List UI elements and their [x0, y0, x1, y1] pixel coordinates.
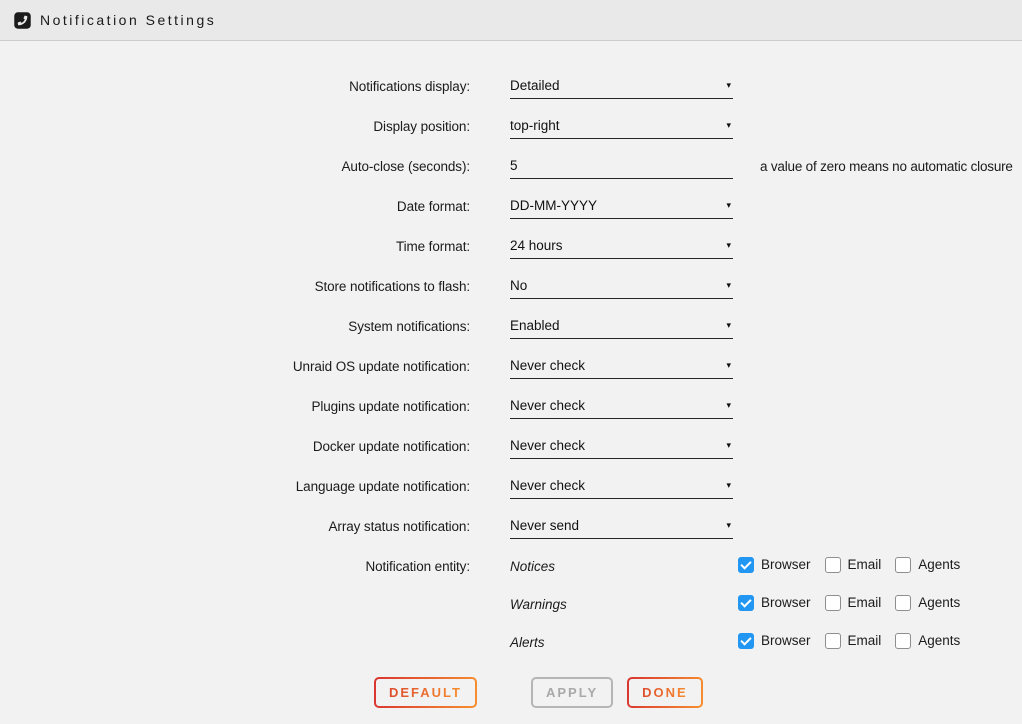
alerts-agents-checkbox[interactable]	[895, 633, 911, 649]
entity-row-warnings	[0, 596, 1022, 634]
alerts-email-option	[825, 633, 882, 649]
field-label: Notification entity:	[365, 559, 470, 574]
alerts-browser-option	[738, 633, 811, 649]
settings-rows	[0, 78, 1022, 558]
settings-row-unraid-os-update-notification	[0, 358, 1022, 398]
checkbox-label: Agents	[918, 595, 961, 610]
select-value: Enabled	[510, 318, 560, 333]
notices-agents-checkbox[interactable]	[895, 557, 911, 573]
settings-row-store-notifications-to-flash	[0, 278, 1022, 318]
checkbox-label: Agents	[918, 633, 961, 648]
field-label: Array status notification:	[328, 519, 470, 534]
auto-close-seconds-input[interactable]	[510, 158, 733, 174]
apply-button[interactable]	[531, 677, 613, 708]
entity-name: Warnings	[510, 597, 567, 612]
system-notifications-select[interactable]	[510, 318, 733, 339]
notices-browser-checkbox[interactable]	[738, 557, 754, 573]
chevron-down-icon: ▾	[726, 440, 731, 450]
display-position-select[interactable]	[510, 118, 733, 139]
entity-row-alerts	[0, 634, 1022, 672]
chevron-down-icon: ▾	[726, 480, 731, 490]
field-label: Docker update notification:	[312, 439, 470, 454]
store-notifications-to-flash-select[interactable]	[510, 278, 733, 299]
notices-email-option	[825, 557, 882, 573]
field-label: Language update notification:	[295, 479, 470, 494]
button-label: DEFAULT	[389, 685, 462, 700]
chevron-down-icon: ▾	[726, 280, 731, 290]
field-label: Unraid OS update notification:	[292, 359, 470, 374]
warnings-agents-option	[895, 595, 960, 611]
phone-square-icon	[14, 12, 31, 29]
select-value: Never check	[510, 478, 586, 493]
field-label: Display position:	[373, 119, 470, 134]
notification-entity-rows	[0, 558, 1022, 672]
language-update-notification-select[interactable]	[510, 478, 733, 499]
default-button[interactable]	[374, 677, 477, 708]
button-label: DONE	[642, 685, 688, 700]
form-buttons	[374, 677, 1022, 708]
docker-update-notification-select[interactable]	[510, 438, 733, 459]
chevron-down-icon: ▾	[726, 320, 731, 330]
alerts-browser-checkbox[interactable]	[738, 633, 754, 649]
select-value: DD-MM-YYYY	[510, 198, 597, 213]
field-label	[0, 596, 470, 597]
notices-email-checkbox[interactable]	[825, 557, 841, 573]
warnings-email-checkbox[interactable]	[825, 595, 841, 611]
settings-row-system-notifications	[0, 318, 1022, 358]
warnings-browser-option	[738, 595, 811, 611]
date-format-select[interactable]	[510, 198, 733, 219]
settings-row-language-update-notification	[0, 478, 1022, 518]
checkbox-label: Agents	[918, 557, 961, 572]
notifications-display-select[interactable]	[510, 78, 733, 99]
select-value: Detailed	[510, 78, 560, 93]
field-label: Time format:	[395, 239, 470, 254]
entity-name: Alerts	[510, 635, 545, 650]
select-value: No	[510, 278, 528, 293]
field-label: Auto-close (seconds):	[341, 159, 470, 174]
page-header	[0, 0, 1022, 41]
time-format-select[interactable]	[510, 238, 733, 259]
field-label: Plugins update notification:	[311, 399, 470, 414]
alerts-email-checkbox[interactable]	[825, 633, 841, 649]
select-value: Never send	[510, 518, 580, 533]
checkbox-label: Browser	[761, 595, 811, 610]
warnings-email-option	[825, 595, 882, 611]
unraid-os-update-notification-select[interactable]	[510, 358, 733, 379]
notices-browser-option	[738, 557, 811, 573]
chevron-down-icon: ▾	[726, 520, 731, 530]
alerts-agents-option	[895, 633, 960, 649]
field-label: Notifications display:	[349, 79, 470, 94]
done-button[interactable]	[627, 677, 703, 708]
warnings-browser-checkbox[interactable]	[738, 595, 754, 611]
field-label	[0, 634, 470, 635]
field-note: a value of zero means no automatic closure	[760, 159, 1013, 174]
page-title: Notification Settings	[40, 12, 217, 28]
checkbox-label: Email	[847, 595, 882, 610]
settings-row-plugins-update-notification	[0, 398, 1022, 438]
settings-row-array-status-notification	[0, 518, 1022, 558]
field-label: System notifications:	[348, 319, 470, 334]
plugins-update-notification-select[interactable]	[510, 398, 733, 419]
settings-row-display-position	[0, 118, 1022, 158]
chevron-down-icon: ▾	[726, 200, 731, 210]
entity-name: Notices	[510, 559, 556, 574]
settings-row-auto-close-seconds	[0, 158, 1022, 198]
chevron-down-icon: ▾	[726, 80, 731, 90]
checkbox-label: Email	[847, 557, 882, 572]
checkbox-label: Email	[847, 633, 882, 648]
select-value: Never check	[510, 438, 586, 453]
warnings-agents-checkbox[interactable]	[895, 595, 911, 611]
entity-row-notices	[0, 558, 1022, 596]
chevron-down-icon: ▾	[726, 120, 731, 130]
notices-agents-option	[895, 557, 960, 573]
select-value: top-right	[510, 118, 560, 133]
field-label: Date format:	[396, 199, 470, 214]
chevron-down-icon: ▾	[726, 400, 731, 410]
field-label: Store notifications to flash:	[314, 279, 470, 294]
chevron-down-icon: ▾	[726, 360, 731, 370]
settings-row-time-format	[0, 238, 1022, 278]
notification-settings-form	[0, 41, 1022, 708]
select-value: Never check	[510, 358, 586, 373]
array-status-notification-select[interactable]	[510, 518, 733, 539]
settings-row-docker-update-notification	[0, 438, 1022, 478]
select-value: 24 hours	[510, 238, 563, 253]
chevron-down-icon: ▾	[726, 240, 731, 250]
checkbox-label: Browser	[761, 557, 811, 572]
checkbox-label: Browser	[761, 633, 811, 648]
settings-row-date-format	[0, 198, 1022, 238]
select-value: Never check	[510, 398, 586, 413]
settings-row-notifications-display	[0, 78, 1022, 118]
button-label: APPLY	[545, 685, 599, 700]
